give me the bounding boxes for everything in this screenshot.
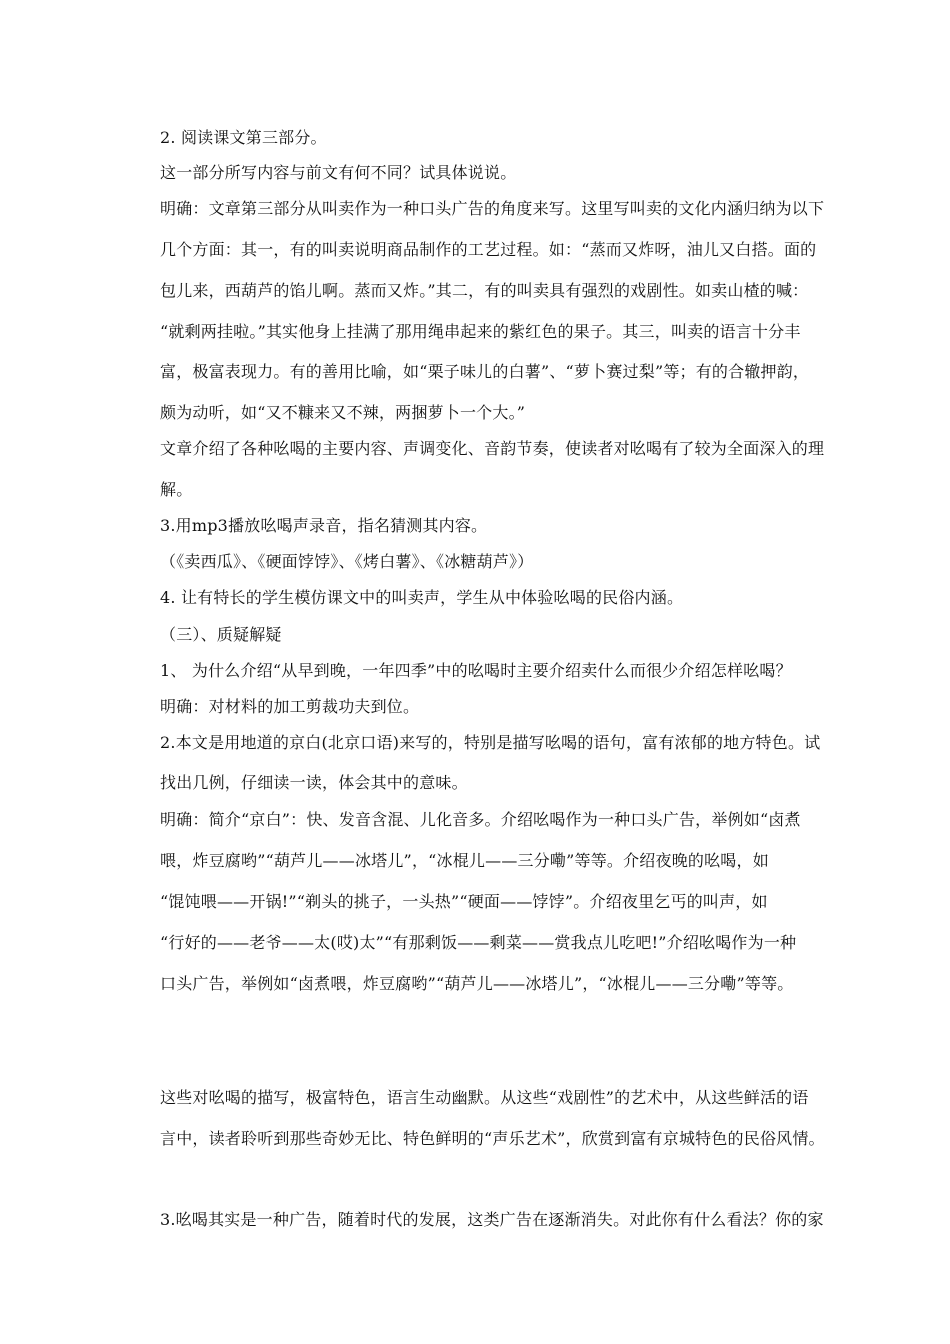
text-line: 明确：简介“京白”：快、发音含混、儿化音多。介绍吆喝作为一种口头广告，举例如“卤煮 <box>160 810 801 829</box>
text-line: 解。 <box>160 480 193 499</box>
text-line: 明确：对材料的加工剪裁功夫到位。 <box>160 697 420 716</box>
text-line: 富，极富表现力。有的善用比喻，如“栗子味儿的白薯”、“萝卜赛过梨”等；有的合辙押韵， <box>160 362 810 381</box>
text-line: “馄饨喂——开锅!”“剃头的挑子，一头热”“硬面——饽饽”。介绍夜里乞丐的叫声，如 <box>160 892 768 911</box>
text-line: 口头广告，举例如“卤煮喂，炸豆腐哟”“葫芦儿——冰塔儿”，“冰棍儿——三分嘞”等等。 <box>160 974 794 993</box>
text-line: 2.本文是用地道的京白(北京口语)来写的，特别是描写吆喝的语句，富有浓郁的地方特色。试 <box>160 733 821 752</box>
text-line: 颇为动听，如“又不糠来又不辣，两捆萝卜一个大。” <box>160 403 526 422</box>
text-line: 找出几例，仔细读一读，体会其中的意味。 <box>160 773 468 792</box>
text-line: 明确：文章第三部分从叫卖作为一种口头广告的角度来写。这里写叫卖的文化内涵归纳为以下 <box>160 199 825 218</box>
text-line: 文章介绍了各种吆喝的主要内容、声调变化、音韵节奏，使读者对吆喝有了较为全面深入的理 <box>160 439 825 458</box>
text-line: 这一部分所写内容与前文有何不同？试具体说说。 <box>160 163 517 182</box>
text-line: 3.用mp3播放吆喝声录音，指名猜测其内容。 <box>160 516 488 535</box>
text-line: “行好的——老爷——太(哎)太”“有那剩饭——剩菜——赏我点儿吃吧!”介绍吆喝作为一种 <box>160 933 797 952</box>
text-line: 言中，读者聆听到那些奇妙无比、特色鲜明的“声乐艺术”，欣赏到富有京城特色的民俗风情。 <box>160 1129 825 1148</box>
text-line: 4. 让有特长的学生模仿课文中的叫卖声，学生从中体验吆喝的民俗内涵。 <box>160 588 684 607</box>
text-line: 几个方面：其一，有的叫卖说明商品制作的工艺过程。如：“蒸而又炸呀，油儿又白搭。面的 <box>160 240 817 259</box>
text-line: 这些对吆喝的描写，极富特色，语言生动幽默。从这些“戏剧性”的艺术中，从这些鲜活的语 <box>160 1088 809 1107</box>
section-heading: （三）、质疑解疑 <box>160 625 282 644</box>
text-line: 喂，炸豆腐哟”“葫芦儿——冰塔儿”，“冰棍儿——三分嘞”等等。介绍夜晚的吆喝，如 <box>160 851 769 870</box>
text-line: 包儿来，西葫芦的馅儿啊。蒸而又炸。”其二，有的叫卖具有强烈的戏剧性。如卖山楂的喊： <box>160 281 809 300</box>
text-line: “就剩两挂啦。”其实他身上挂满了那用绳串起来的紫红色的果子。其三，叫卖的语言十分丰 <box>160 322 801 341</box>
text-line: （《卖西瓜》、《硬面饽饽》、《烤白薯》、《冰糖葫芦》） <box>160 552 534 571</box>
text-line: 1、 为什么介绍“从早到晚，一年四季”中的吆喝时主要介绍卖什么而很少介绍怎样吆喝？ <box>160 661 792 680</box>
text-line: 2. 阅读课文第三部分。 <box>160 128 327 147</box>
text-line: 3.吆喝其实是一种广告，随着时代的发展，这类广告在逐渐消失。对此你有什么看法？你的家 <box>160 1210 824 1229</box>
